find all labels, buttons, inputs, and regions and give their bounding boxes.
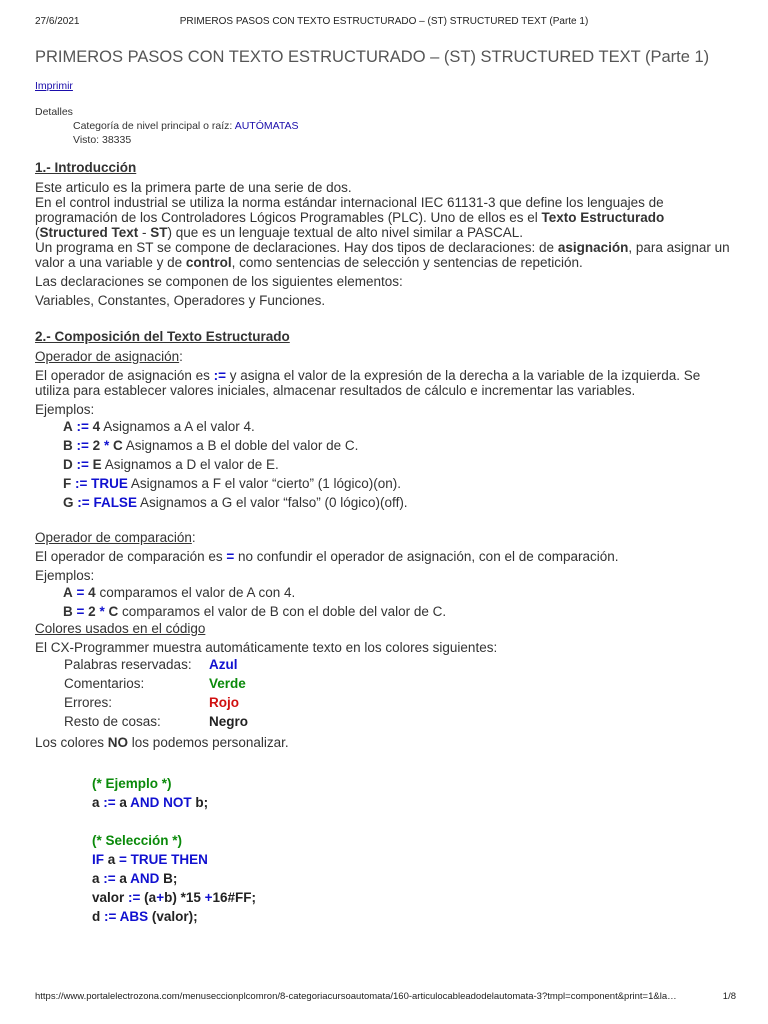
page-url: https://www.portalelectrozona.com/menuseccionplcomron/8-categoriacursoautomata/160-articulocableadodelautomata-3?tmpl=component&print=1&la… [35, 991, 677, 1002]
details-label: Detalles [35, 106, 73, 118]
article-title: PRIMEROS PASOS CON TEXTO ESTRUCTURADO – (ST) STRUCTURED TEXT (Parte 1) [35, 48, 710, 66]
article [35, 46, 735, 926]
example-line: D := E Asignamos a D el valor de E. [63, 457, 279, 472]
composition-heading: 2.- Composición del Texto Estructurado [35, 329, 290, 344]
print-header [0, 16, 768, 30]
category-link[interactable]: AUTÓMATAS [234, 120, 299, 132]
color-legend [35, 655, 735, 731]
code-line: a := a AND NOT b; [92, 795, 209, 810]
category-row [35, 119, 735, 133]
code-line: IF a = TRUE THEN [92, 852, 208, 867]
example-line: A := 4 Asignamos a A el valor 4. [63, 419, 255, 434]
code-comment: (* Ejemplo *) [92, 776, 172, 791]
code-line: valor := (a+b) *15 +16#FF; [92, 890, 256, 905]
views-count: Visto: 38335 [73, 134, 132, 146]
example-line: A = 4 comparamos el valor de A con 4. [63, 585, 296, 600]
intro-p5: Variables, Constantes, Operadores y Funciones. [35, 293, 326, 308]
colors-title: Colores usados en el código [35, 621, 206, 636]
assign-examples [35, 417, 735, 512]
code-example [35, 774, 735, 926]
intro-p4: Las declaraciones se componen de los siguientes elementos: [35, 274, 403, 289]
page-number: 1/8 [722, 991, 736, 1002]
article-details [35, 105, 735, 147]
print-link[interactable]: Imprimir [35, 80, 73, 92]
print-date: 27/6/2021 [35, 16, 80, 27]
intro-heading: 1.- Introducción [35, 160, 137, 175]
assign-title: Operador de asignación: [35, 349, 183, 364]
intro-p3: Un programa en ST se compone de declaraciones. Hay dos tipos de declaraciones: de asignación, para asignar un valor a una variable y de control, como sentencias de selección y sentencias de repetición. [35, 240, 730, 270]
code-line: a := a AND B; [92, 871, 178, 886]
color-row: Resto de cosas: Negro [64, 714, 249, 729]
category-label: Categoría de nivel principal o raíz: [73, 120, 233, 132]
code-comment: (* Selección *) [92, 833, 183, 848]
print-header-title: PRIMEROS PASOS CON TEXTO ESTRUCTURADO – (ST) STRUCTURED TEXT (Parte 1) [179, 16, 589, 27]
assign-paragraph: El operador de asignación es := y asigna el valor de la expresión de la derecha a la variable de la izquierda. Se utiliza para establecer valores iniciales, almacenar resultados de cálculo e incrementar las variables. [35, 368, 701, 398]
code-line: d := ABS (valor); [92, 909, 198, 924]
compare-title: Operador de comparación: [35, 530, 196, 545]
color-row: Comentarios: Verde [64, 676, 246, 691]
compare-examples-label: Ejemplos: [35, 568, 95, 583]
color-row: Errores: Rojo [64, 695, 239, 710]
compare-paragraph: El operador de comparación es = no confundir el operador de asignación, con el de comparación. [35, 549, 619, 564]
assign-examples-label: Ejemplos: [35, 402, 95, 417]
intro-p1: Este articulo es la primera parte de una serie de dos. [35, 180, 352, 195]
color-row: Palabras reservadas: Azul [64, 657, 238, 672]
intro-p2: En el control industrial se utiliza la norma estándar internacional IEC 61131-3 que define los lenguajes de programación de los Controladores Lógicos Programables (PLC). Uno de ellos es el Texto Estructurado (Structured Text - ST) que es un lenguaje textual de alto nivel similar a PASCAL. [35, 195, 665, 240]
colors-note: Los colores NO los podemos personalizar. [35, 735, 289, 750]
example-line: G := FALSE Asignamos a G el valor “falso” (0 lógico)(off). [63, 495, 408, 510]
example-line: B = 2 * C comparamos el valor de B con el doble del valor de C. [63, 604, 447, 619]
example-line: F := TRUE Asignamos a F el valor “cierto” (1 lógico)(on). [63, 476, 402, 491]
example-line: B := 2 * C Asignamos a B el doble del valor de C. [63, 438, 359, 453]
compare-examples [35, 583, 735, 621]
colors-intro: El CX-Programmer muestra automáticamente texto en los colores siguientes: [35, 640, 498, 655]
